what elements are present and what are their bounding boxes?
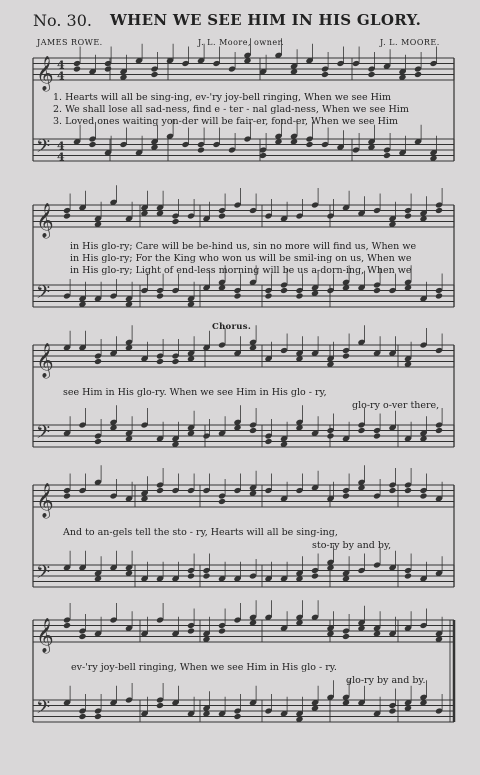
note-head [218, 212, 226, 219]
note-head [404, 212, 412, 219]
note-head [373, 287, 381, 294]
note-head [435, 292, 443, 299]
note-head [187, 572, 195, 579]
note-head [264, 292, 272, 299]
bass-clef-icon: 𝄢 [36, 562, 51, 588]
note-head [388, 707, 396, 714]
note-head [342, 492, 350, 499]
note-head [187, 627, 195, 634]
note-head [150, 71, 158, 78]
treble-clef-icon: 𝄞 [36, 618, 54, 653]
bass-clef-icon: 𝄢 [36, 697, 51, 723]
bass-clef-icon: 𝄢 [36, 282, 51, 308]
note-head [156, 487, 164, 494]
note-head [280, 287, 288, 294]
note-head [373, 432, 381, 439]
note-head [321, 71, 329, 78]
treble-clef-icon: 𝄞 [36, 483, 54, 518]
note-head [78, 713, 86, 720]
note-head [404, 487, 412, 494]
note-head [94, 358, 102, 365]
verse-3-line-2: in His glo-ry; Light of end-less morning will be us a-dorn-ing, When we [70, 265, 412, 276]
verse-1-line-2: in His glo-ry; Care will be be-hind us, sin no more will find us, When we [70, 241, 417, 252]
note-head [326, 432, 334, 439]
chorus-line-2-alto: sto-ry by and by, [312, 540, 392, 551]
note-head [88, 141, 96, 148]
note-head [305, 141, 313, 148]
note-head [367, 71, 375, 78]
time-signature-bottom: 4 [57, 150, 65, 164]
note-head [94, 438, 102, 445]
hymn-title: WHEN WE SEE HIM IN HIS GLORY. [110, 11, 422, 29]
note-head [249, 427, 257, 434]
note-head [233, 292, 241, 299]
note-head [63, 212, 71, 219]
note-head [218, 627, 226, 634]
note-head [197, 146, 205, 153]
note-head [156, 292, 164, 299]
verse-1-line-1: 1. Hearts will all be sing-ing, ev-'ry joy-bell ringing, When we see Him [53, 92, 391, 103]
note-head [94, 713, 102, 720]
note-head [383, 152, 391, 159]
note-head [171, 218, 179, 225]
owner-credit: J. L. Moore, owner. [198, 38, 285, 47]
hymn-number: No. 30. [33, 11, 92, 30]
note-head [388, 487, 396, 494]
verse-3-line-1: 3. Loved ones waiting yon-der will be fair-er, fond-er, When we see Him [53, 116, 398, 127]
chorus-line-2: And to an-gels tell the sto - ry, Hearts will all be sing-ing, [63, 527, 338, 538]
note-head [435, 207, 443, 214]
note-head [104, 65, 112, 72]
chorus-label: Chorus. [212, 322, 252, 332]
note-head [264, 438, 272, 445]
chorus-line-3-alto: glo-ry by and by. [346, 675, 426, 686]
note-head [171, 358, 179, 365]
note-head [78, 633, 86, 640]
note-head [404, 572, 412, 579]
treble-clef-icon: 𝄞 [36, 343, 54, 378]
note-head [435, 427, 443, 434]
note-head [63, 622, 71, 629]
note-head [156, 358, 164, 365]
note-head [156, 702, 164, 709]
note-head [357, 427, 365, 434]
composer-credit: J. L. MOORE. [380, 38, 440, 47]
time-signature-top: 4 [57, 58, 65, 72]
note-head [218, 498, 226, 505]
note-head [73, 65, 81, 72]
treble-clef-icon: 𝄞 [36, 56, 54, 91]
time-signature-top: 4 [57, 139, 65, 153]
bass-clef-icon: 𝄢 [36, 422, 51, 448]
note-head [414, 71, 422, 78]
time-signature-bottom: 4 [57, 69, 65, 83]
note-head [295, 292, 303, 299]
note-head [342, 352, 350, 359]
note-head [342, 633, 350, 640]
treble-clef-icon: 𝄞 [36, 203, 54, 238]
note-head [233, 713, 241, 720]
verse-2-line-2: in His glo-ry; For the King who won us will be smil-ing on us, When we [70, 253, 412, 264]
bass-clef-icon: 𝄢 [36, 136, 51, 162]
note-head [63, 492, 71, 499]
note-head [311, 572, 319, 579]
note-head [202, 572, 210, 579]
chorus-line-3: ev-'ry joy-bell ringing, When we see Him in His glo - ry. [71, 662, 337, 673]
note-head [419, 492, 427, 499]
lyricist-credit: JAMES ROWE. [37, 38, 103, 47]
verse-2-line-1: 2. We shall lose all sad-ness, find e - ter - nal glad-ness, When we see Him [53, 104, 409, 115]
chorus-line-1-alto: glo-ry o-ver there, [352, 400, 440, 411]
chorus-line-1: see Him in His glo-ry. When we see Him in His glo - ry, [63, 387, 327, 398]
